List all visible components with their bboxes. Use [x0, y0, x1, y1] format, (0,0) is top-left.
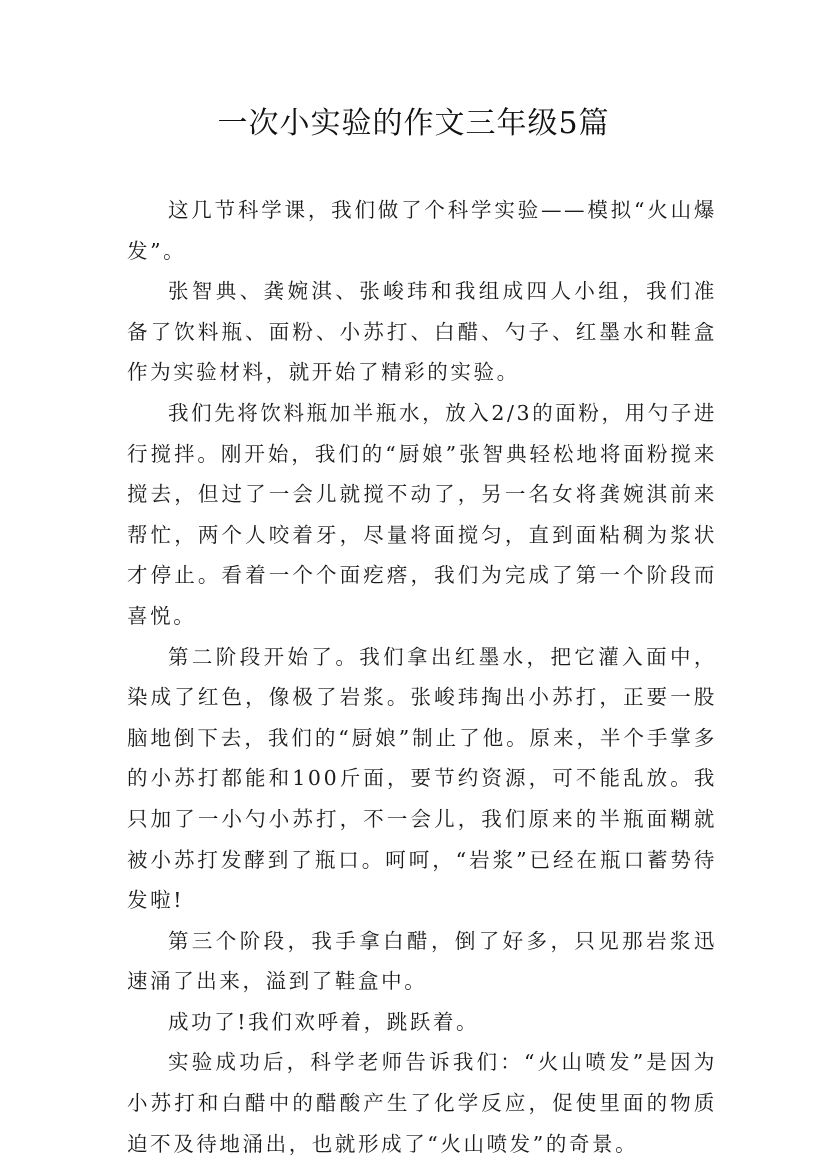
document-body	[127, 190, 717, 1164]
paragraph-4: 第二阶段开始了。我们拿出红墨水，把它灌入面中，染成了红色，像极了岩浆。张峻玮掏出小苏打，正要一股脑地倒下去，我们的“厨娘”制止了他。原来，半个手掌多的小苏打都能和100斤面，要节约资源，可不能乱放。我只加了一小勺小苏打，不一会儿，我们原来的半瓶面糊就被小苏打发酵到了瓶口。呵呵，“岩浆”已经在瓶口蓄势待发啦!	[127, 644, 717, 913]
document-title: 一次小实验的作文三年级5篇	[217, 106, 610, 141]
paragraph-2: 张智典、龚婉淇、张峻玮和我组成四人小组，我们准备了饮料瓶、面粉、小苏打、白醋、勺子、红墨水和鞋盒作为实验材料，就开始了精彩的实验。	[127, 279, 717, 385]
paragraph-1: 这几节科学课，我们做了个科学实验——模拟“火山爆发”。	[127, 198, 717, 263]
paragraph-7: 实验成功后，科学老师告诉我们：“火山喷发”是因为小苏打和白醋中的醋酸产生了化学反应，促使里面的物质迫不及待地涌出，也就形成了“火山喷发”的奇景。	[127, 1050, 717, 1156]
paragraph-3: 我们先将饮料瓶加半瓶水，放入2/3的面粉，用勺子进行搅拌。刚开始，我们的“厨娘”张智典轻松地将面粉搅来搅去，但过了一会儿就搅不动了，另一名女将龚婉淇前来帮忙，两个人咬着牙，尽量将面搅匀，直到面粘稠为浆状才停止。看着一个个面疙瘩，我们为完成了第一个阶段而喜悦。	[127, 400, 717, 628]
paragraph-5: 第三个阶段，我手拿白醋，倒了好多，只见那岩浆迅速涌了出来，溢到了鞋盒中。	[127, 928, 717, 994]
paragraph-6: 成功了!我们欢呼着，跳跃着。	[168, 1009, 480, 1034]
